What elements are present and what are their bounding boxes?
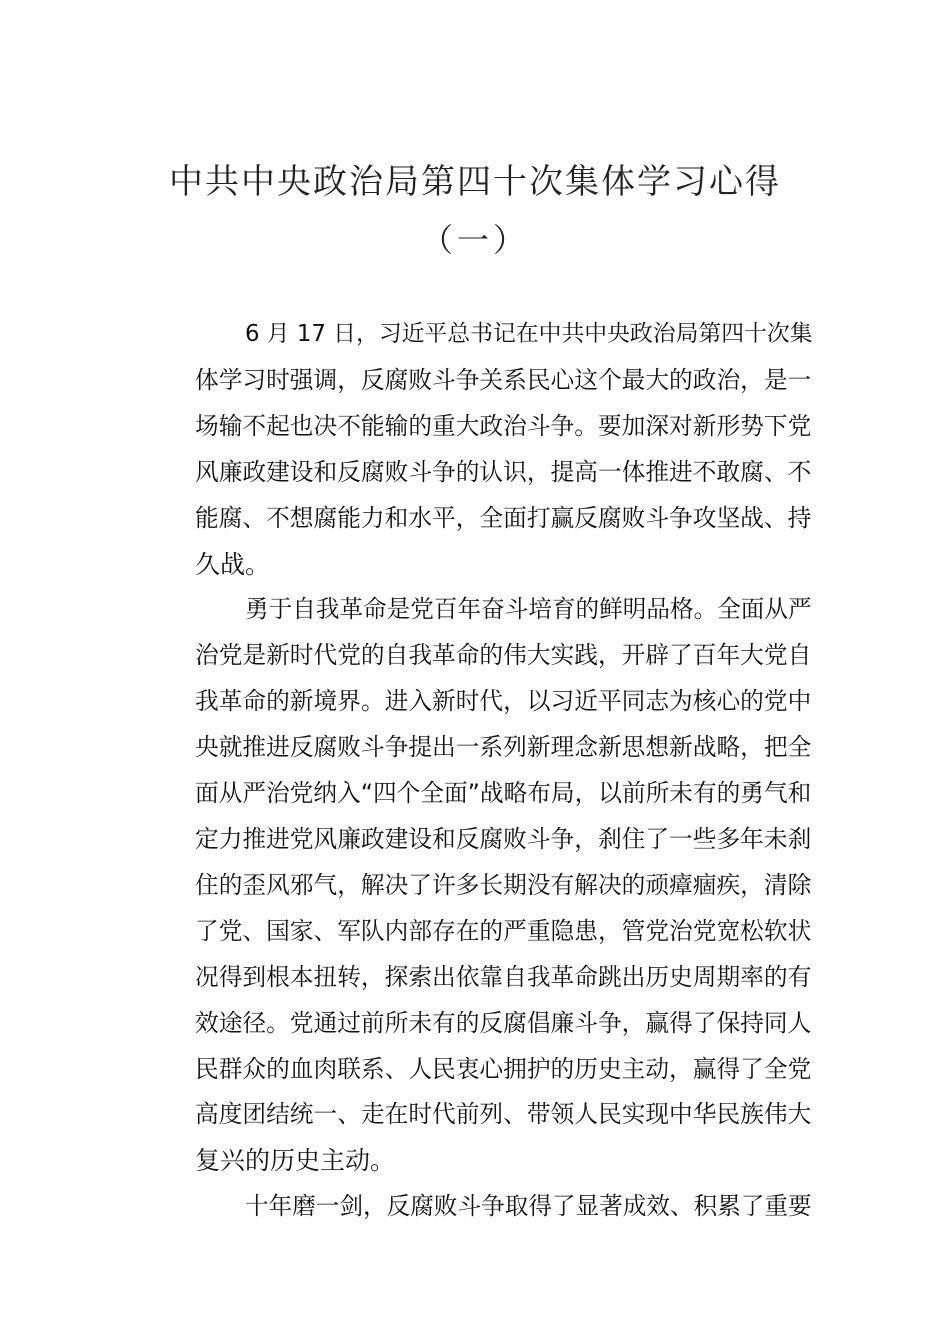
- paragraph-line: 了党、国家、军队内部存在的严重隐患，管党治党宽松软状: [195, 916, 812, 945]
- document-title: 中共中央政治局第四十次集体学习心得: [169, 162, 781, 202]
- paragraph-line: 能腐、不想腐能力和水平，全面打赢反腐败斗争攻坚战、持: [195, 503, 812, 532]
- paragraph-line: 体学习时强调，反腐败斗争关系民心这个最大的政治，是一: [195, 365, 812, 394]
- document-body: [145, 312, 813, 1230]
- paragraph-line: 民群众的血肉联系、人民衷心拥护的历史主动，赢得了全党: [195, 1054, 812, 1083]
- paragraph-line: 复兴的历史主动。: [195, 1146, 396, 1176]
- paragraph-3: [145, 1184, 812, 1230]
- paragraph-line: 久战。: [195, 549, 271, 579]
- paragraph-line: 况得到根本扭转，探索出依靠自我革命跳出历史周期率的有: [195, 962, 812, 991]
- paragraph-line: 定力推进党风廉政建设和反腐败斗争，刹住了一些多年未刹: [195, 824, 812, 853]
- paragraph-line: 央就推进反腐败斗争提出一系列新理念新思想新战略，把全: [195, 733, 812, 762]
- paragraph-line: 十年磨一剑，反腐败斗争取得了显著成效、积累了重要: [245, 1192, 812, 1221]
- paragraph-line: 住的歪风邪气，解决了许多长期没有解决的顽瘴痼疾，清除: [195, 870, 812, 899]
- paragraph-2: [145, 587, 812, 1184]
- paragraph-line: 6 月 17 日，习近平总书记在中共中央政治局第四十次集: [245, 321, 813, 347]
- paragraph-line: 治党是新时代党的自我革命的伟大实践，开辟了百年大党自: [195, 641, 812, 670]
- paragraph-line: 勇于自我革命是党百年奋斗培育的鲜明品格。全面从严: [245, 595, 812, 624]
- paragraph-line: 我革命的新境界。进入新时代，以习近平同志为核心的党中: [195, 687, 812, 716]
- paragraph-line: 场输不起也决不能输的重大政治斗争。要加深对新形势下党: [195, 411, 812, 440]
- document-subtitle: （一）: [420, 221, 529, 259]
- paragraph-line: 效途径。党通过前所未有的反腐倡廉斗争，赢得了保持同人: [195, 1008, 812, 1037]
- paragraph-1: [145, 312, 813, 587]
- paragraph-line: 面从严治党纳入“四个全面”战略布局，以前所未有的勇气和: [195, 779, 812, 808]
- paragraph-line: 高度团结统一、走在时代前列、带领人民实现中华民族伟大: [195, 1100, 812, 1129]
- paragraph-line: 风廉政建设和反腐败斗争的认识，提高一体推进不敢腐、不: [195, 457, 812, 486]
